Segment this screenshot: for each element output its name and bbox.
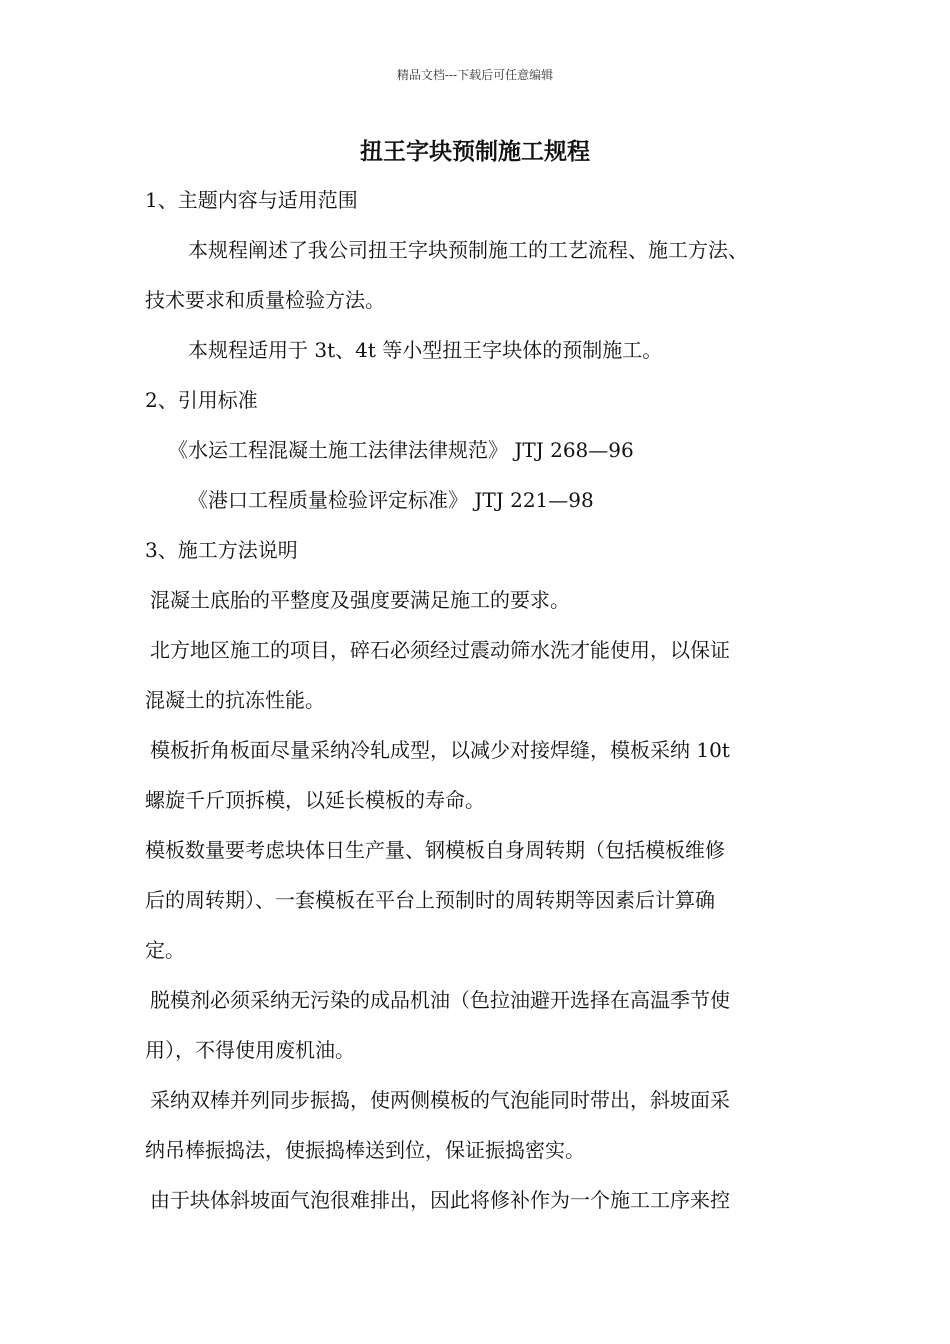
paragraph-line: 纳吊棒振捣法，使振捣棒送到位，保证振捣密实。 [145,1138,585,1162]
document-title: 扭王字块预制施工规程 [360,138,590,165]
paragraph-line: 脱模剂必须采纳无污染的成品机油（色拉油避开选择在高温季节使 [150,988,730,1012]
paragraph-line: 技术要求和质量检验方法。 [145,288,385,312]
paragraph-line: 由于块体斜坡面气泡很难排出，因此将修补作为一个施工工序来控 [150,1188,730,1212]
paragraph-line: 混凝土的抗冻性能。 [145,688,325,712]
section-heading-2: 2、引用标准 [145,388,258,412]
paragraph-line: 用），不得使用废机油。 [145,1038,355,1062]
reference-standard: 《水运工程混凝土施工法律法律规范》 JTJ 268—96 [168,438,634,462]
paragraph-line: 模板数量要考虑块体日生产量、钢模板自身周转期（包括模板维修 [145,838,725,862]
paragraph-line: 后的周转期）、一套模板在平台上预制时的周转期等因素后计算确 [145,888,715,912]
paragraph-line: 北方地区施工的项目，碎石必须经过震动筛水洗才能使用，以保证 [150,638,730,662]
header-note: 精品文档---下载后可任意编辑 [396,68,554,82]
paragraph-line: 定。 [145,938,185,962]
section-heading-1: 1、主题内容与适用范围 [145,188,358,212]
paragraph-line: 本规程阐述了我公司扭王字块预制施工的工艺流程、施工方法、 [188,238,748,262]
paragraph-line: 模板折角板面尽量采纳冷轧成型，以减少对接焊缝，模板采纳 10t [150,738,730,762]
paragraph-line: 螺旋千斤顶拆模，以延长模板的寿命。 [145,788,485,812]
paragraph-line: 本规程适用于 3t、4t 等小型扭王字块体的预制施工。 [188,338,663,362]
paragraph-line: 采纳双棒并列同步振捣，使两侧模板的气泡能同时带出，斜坡面采 [150,1088,730,1112]
reference-standard: 《港口工程质量检验评定标准》 JTJ 221—98 [188,488,594,512]
paragraph-line: 混凝土底胎的平整度及强度要满足施工的要求。 [150,588,570,612]
section-heading-3: 3、施工方法说明 [145,538,298,562]
